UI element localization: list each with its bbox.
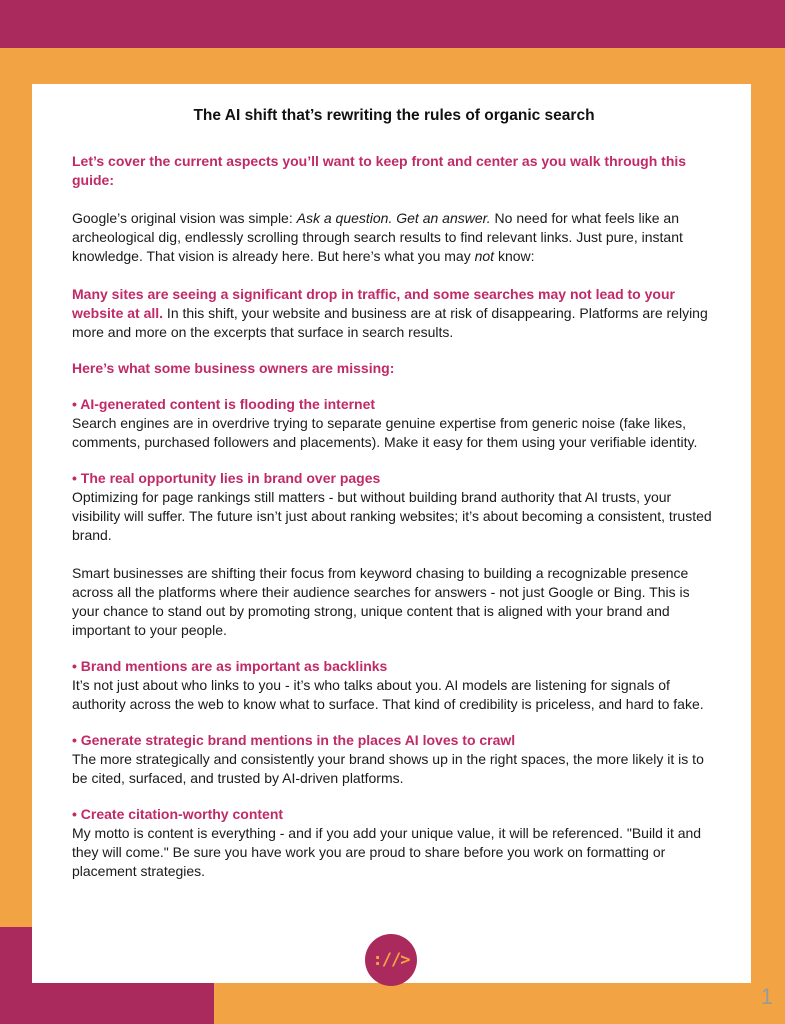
section-heading: • AI-generated content is flooding the internet <box>72 396 376 412</box>
section-brand-over-pages <box>72 469 716 640</box>
vision-text-c: No need for what feels like an archeological dig, endlessly scrolling through search results to find relevant links. Just pure, instant knowledge. That vision is already here. But here’s what you may <box>72 210 683 264</box>
page-content <box>72 84 716 881</box>
vision-text-e: know: <box>494 248 535 264</box>
paragraph-traffic <box>72 285 716 342</box>
section-heading: • Brand mentions are as important as backlinks <box>72 658 388 674</box>
page-number: 1 <box>760 984 773 1009</box>
section-heading: • The real opportunity lies in brand over pages <box>72 470 381 486</box>
vision-text-a: Google’s original vision was simple: <box>72 210 297 226</box>
section-body: My motto is content is everything - and if you add your unique value, it will be referenced. "Build it and they will come." Be sure you have work you are proud to share before you work on formatting or placement strategies. <box>72 825 702 879</box>
brand-logo: ://> <box>365 934 417 986</box>
vision-text-d: not <box>474 248 495 264</box>
missing-heading: Here’s what some business owners are missing: <box>72 360 395 376</box>
section-brand-mentions <box>72 657 716 714</box>
section-body: The more strategically and consistently your brand shows up in the right spaces, the more likely it is to be cited, surfaced, and trusted by AI-driven platforms. <box>72 751 704 786</box>
top-magenta-bar <box>0 0 785 48</box>
section-body: It’s not just about who links to you - it’s who talks about you. AI models are listening for signals of authority across the web to know what to surface. That kind of credibility is priceless, and hard to fake. <box>72 677 704 712</box>
traffic-rest: In this shift, your website and business are at risk of disappearing. Platforms are relying more and more on the excerpts that surface in search results. <box>72 305 708 340</box>
section-body: Search engines are in overdrive trying to separate genuine expertise from generic noise (fake likes, comments, purchased followers and placements). Make it easy for them using your verifiable identity. <box>72 415 698 450</box>
section-strategic-mentions <box>72 731 716 788</box>
vision-text-b: Ask a question. Get an answer. <box>296 210 491 226</box>
section-heading: • Generate strategic brand mentions in the places AI loves to crawl <box>72 732 516 748</box>
section-ai-content <box>72 395 716 452</box>
section-heading: • Create citation-worthy content <box>72 806 284 822</box>
section-extra-body: Smart businesses are shifting their focus from keyword chasing to building a recognizable presence across all the platforms where their audience searches for answers - not just Google or Bing. This is your chance to stand out by promoting strong, unique content that is aligned with your brand and important to your people. <box>72 565 690 638</box>
intro-text: Let’s cover the current aspects you’ll want to keep front and center as you walk through this guide: <box>72 153 687 188</box>
section-citation-content <box>72 805 716 881</box>
document-page <box>32 84 751 983</box>
page-title: The AI shift that’s rewriting the rules of organic search <box>193 107 595 124</box>
paragraph-vision <box>72 209 716 266</box>
section-body: Optimizing for page rankings still matters - but without building brand authority that AI trusts, your visibility will suffer. The future isn’t just about ranking websites; it’s about becoming a consistent, trusted brand. <box>72 489 712 543</box>
traffic-highlight: Many sites are seeing a significant drop in traffic, and some searches may not lead to your website at all. <box>72 286 675 321</box>
